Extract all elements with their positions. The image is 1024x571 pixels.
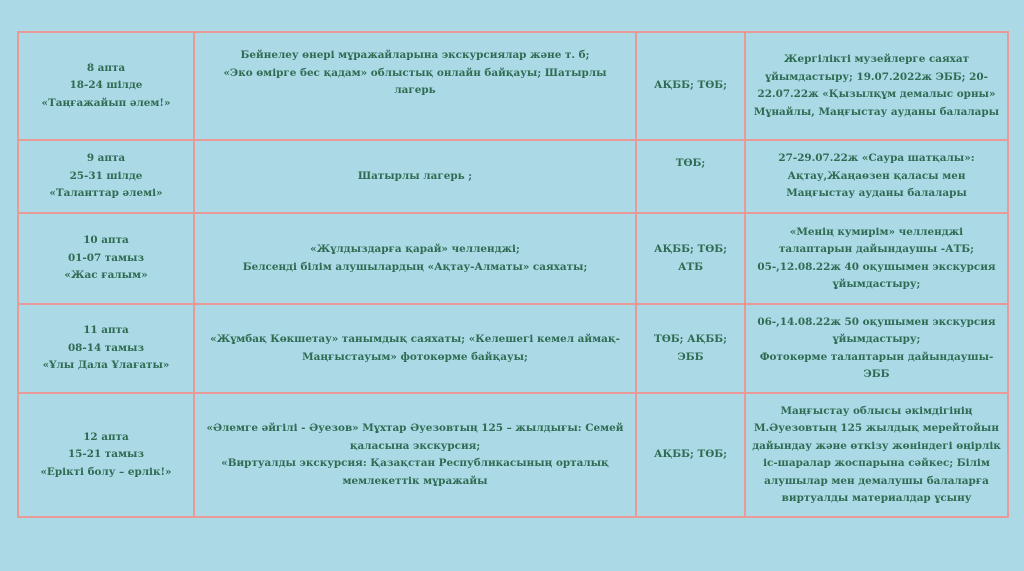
activities-cell bbox=[194, 140, 636, 213]
activity-line: «Жұлдыздарға қарай» челленджі; bbox=[310, 243, 520, 255]
activity-line: «Әлемге әйгілі - Әуезов» Мұхтар Әуезовтың 125 – жылдығы: Семей қаласына экскурсия; bbox=[206, 422, 624, 452]
week-dates: 25-31 шілде bbox=[69, 169, 143, 182]
note-line: Жергілікті музейлерге саяхат ұйымдастыру; 19.07.2022ж ЭББ; 20-22.07.22ж «Қызылқұм демалыс орны» Мұнайлы, Маңғыстау ауданы балалары bbox=[753, 53, 1000, 118]
notes-cell bbox=[745, 32, 1008, 140]
week-cell bbox=[18, 32, 194, 140]
week-theme: «Таланттар әлемі» bbox=[49, 187, 163, 200]
notes-cell bbox=[745, 393, 1008, 517]
responsible-cell bbox=[636, 213, 745, 304]
responsible-line: АТБ bbox=[677, 260, 704, 273]
responsible-line: ТӨБ; АҚББ; bbox=[653, 333, 727, 345]
note-line: 27-29.07.22ж «Саура шатқалы»: Ақтау,Жаңаөзен қаласы мен Маңғыстау ауданы балалары bbox=[778, 152, 975, 200]
week-theme: «Таңғажайып әлем!» bbox=[41, 96, 171, 109]
table-row bbox=[18, 32, 1008, 140]
activity-line: «Виртуалды экскурсия: Қазақстан Республикасының орталық мемлекеттік мұражайы bbox=[221, 457, 609, 487]
notes-cell bbox=[745, 213, 1008, 304]
activities-cell bbox=[194, 393, 636, 517]
week-theme: «Ерікті болу – ерлік!» bbox=[40, 465, 172, 478]
responsible-line: АҚББ; ТӨБ; bbox=[653, 448, 727, 461]
activities-cell bbox=[194, 32, 636, 140]
week-theme: «Ұлы Дала Ұлағаты» bbox=[42, 359, 170, 372]
responsible-line: АҚББ; ТӨБ; bbox=[653, 79, 727, 92]
activities-cell bbox=[194, 213, 636, 304]
activity-line: «Эко өмірге бес қадам» облыстық онлайн байқауы; Шатырлы лагерь bbox=[223, 66, 607, 96]
week-dates: 01-07 тамыз bbox=[67, 251, 145, 264]
week-number: 10 апта bbox=[83, 234, 129, 247]
notes-cell bbox=[745, 304, 1008, 393]
table-row bbox=[18, 213, 1008, 304]
notes-cell bbox=[745, 140, 1008, 213]
activity-line: «Жұмбақ Көкшетау» танымдық саяхаты; «Келешегі кемел аймақ-Маңғыстауым» фотокөрме байқауы; bbox=[210, 333, 620, 363]
note-line: «Менің кумирім» челленджі талаптарын дайындаушы -АТБ; bbox=[778, 225, 975, 255]
week-dates: 15-21 тамыз bbox=[67, 448, 145, 461]
activity-line: Шатырлы лагерь ; bbox=[357, 169, 473, 182]
note-line: 05-,12.08.22ж 40 оқушымен экскурсия ұйымдастыру; bbox=[757, 260, 996, 290]
activities-cell bbox=[194, 304, 636, 393]
responsible-line: ТӨБ; bbox=[675, 157, 706, 169]
week-dates: 18-24 шілде bbox=[69, 79, 143, 92]
responsible-cell bbox=[636, 32, 745, 140]
week-cell bbox=[18, 304, 194, 393]
table-row bbox=[18, 304, 1008, 393]
responsible-cell bbox=[636, 304, 745, 393]
week-number: 8 апта bbox=[86, 61, 126, 74]
note-line: Фотокөрме талаптарын дайындаушы-ЭББ bbox=[759, 350, 994, 380]
note-line: 06-,14.08.22ж 50 оқушымен экскурсия ұйымдастыру; bbox=[757, 315, 996, 345]
activity-line: Бейнелеу өнері мұражайларына экскурсиялар және т. б; bbox=[240, 49, 590, 61]
week-cell bbox=[18, 393, 194, 517]
responsible-cell bbox=[636, 393, 745, 517]
note-line: Маңғыстау облысы әкімдігінің М.Әуезовтың 125 жылдық мерейтойын дайындау және өткізу жөніндегі өңірлік іс-шаралар жоспарына сәйкес; Білім алушылар мен демалушы балаларға виртуалды материалдар ұсыну bbox=[752, 404, 1001, 504]
activity-line: Белсенді білім алушылардың «Ақтау-Алматы» саяхаты; bbox=[242, 260, 588, 273]
schedule-table bbox=[17, 31, 1009, 518]
table-row bbox=[18, 393, 1008, 517]
responsible-cell bbox=[636, 140, 745, 213]
responsible-line: АҚББ; ТӨБ; bbox=[653, 243, 727, 255]
week-theme: «Жас ғалым» bbox=[64, 269, 148, 282]
week-dates: 08-14 тамыз bbox=[67, 341, 145, 354]
week-cell bbox=[18, 213, 194, 304]
table-row bbox=[18, 140, 1008, 213]
week-number: 11 апта bbox=[83, 324, 129, 337]
responsible-line: ЭББ bbox=[677, 350, 704, 363]
week-number: 12 апта bbox=[83, 430, 129, 443]
week-cell bbox=[18, 140, 194, 213]
week-number: 9 апта bbox=[86, 152, 126, 165]
